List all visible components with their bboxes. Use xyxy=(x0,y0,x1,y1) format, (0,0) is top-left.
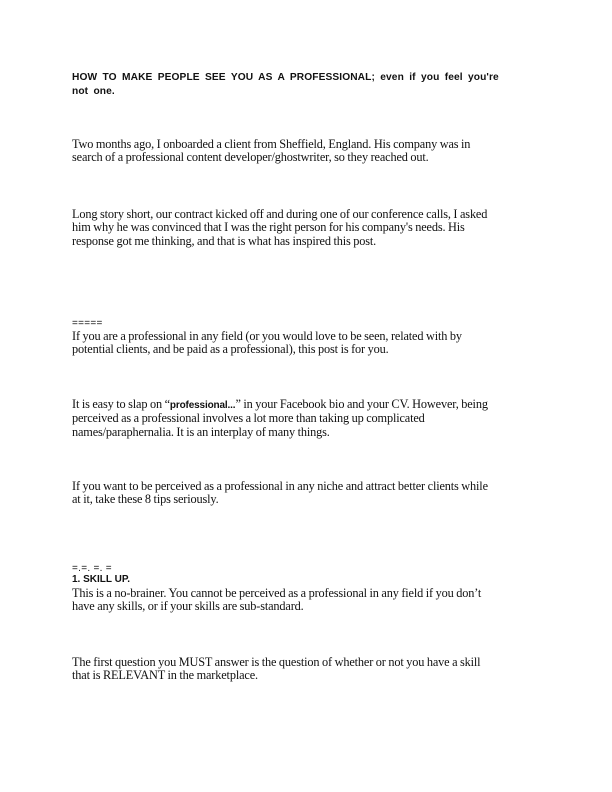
title-line-1: HOW TO MAKE PEOPLE SEE YOU AS A PROFESSIONAL; even if you feel you're xyxy=(72,72,499,83)
paragraph-tips-intro xyxy=(72,480,544,507)
paragraph-line: response got me thinking, and that is what has inspired this post. xyxy=(72,233,377,248)
paragraph-line xyxy=(72,398,544,412)
paragraph-line: If you want to be perceived as a professional in any niche and attract better clients while xyxy=(72,479,488,493)
paragraph-line: potential clients, and be paid as a professional), this post is for you. xyxy=(72,342,389,357)
paragraph-line: perceived as a professional involves a lot more than taking up complicated xyxy=(72,411,425,426)
section-divider-2 xyxy=(72,563,544,574)
paragraph-easy-to-slap xyxy=(72,398,544,439)
paragraph-audience xyxy=(72,330,544,357)
paragraph-line: search of a professional content developer/ghostwriter, so they reached out. xyxy=(72,150,429,165)
section-heading-skill-up xyxy=(72,574,544,586)
paragraph-line: him why he was convinced that I was the right person for his company's needs. His xyxy=(72,220,465,235)
paragraph-skill-up xyxy=(72,587,544,614)
heading-text: 1. SKILL UP. xyxy=(72,574,130,585)
title-line-2: not one. xyxy=(72,86,115,97)
paragraph-line: If you are a professional in any field (or you would love to be seen, related with by xyxy=(72,329,462,343)
paragraph-first-question xyxy=(72,656,544,683)
paragraph-story xyxy=(72,208,544,248)
paragraph-line: names/paraphernalia. It is an interplay of many things. xyxy=(72,424,330,439)
section-divider-1 xyxy=(72,318,544,329)
paragraph-intro xyxy=(72,138,544,165)
paragraph-line: The first question you MUST answer is the question of whether or not you have a skill xyxy=(72,655,481,669)
emphasis-text: professional... xyxy=(169,400,236,411)
divider-text: ===== xyxy=(72,318,103,329)
paragraph-line: at it, take these 8 tips seriously. xyxy=(72,492,219,507)
paragraph-line: have any skills, or if your skills are sub-standard. xyxy=(72,599,304,614)
text-run: ” in your Facebook bio and your CV. However, being xyxy=(235,397,488,411)
document-title xyxy=(72,71,544,99)
paragraph-line: Long story short, our contract kicked off and during one of our conference calls, I asked xyxy=(72,207,488,221)
divider-text: =.=. =. = xyxy=(72,563,112,574)
text-run: It is easy to slap on “ xyxy=(72,397,170,411)
paragraph-line: that is RELEVANT in the marketplace. xyxy=(72,668,258,683)
paragraph-line: This is a no-brainer. You cannot be perceived as a professional in any field if you don’t xyxy=(72,586,482,600)
paragraph-line: Two months ago, I onboarded a client from Sheffield, England. His company was in xyxy=(72,137,471,151)
